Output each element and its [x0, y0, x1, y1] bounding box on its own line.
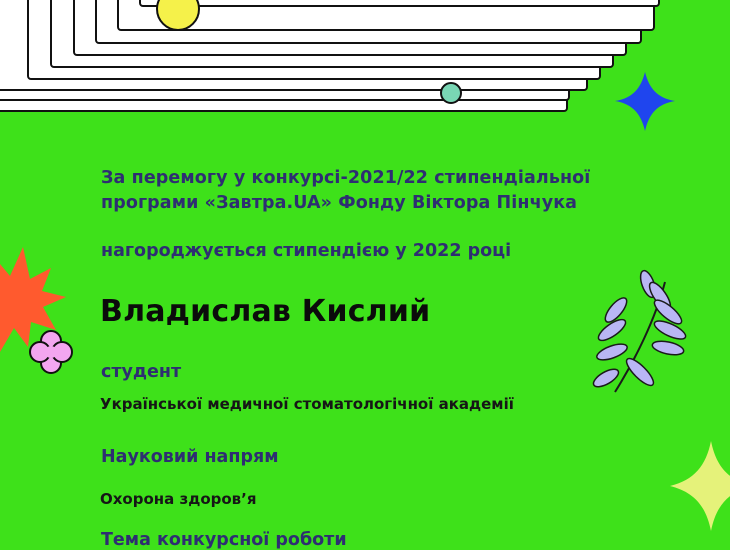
work-topic-label: Тема конкурсної роботи [101, 530, 347, 550]
stacked-pages-graphic [0, 0, 659, 111]
lavender-fern-icon [591, 269, 688, 392]
pink-flower-icon [30, 331, 72, 373]
recipient-name: Владислав Кислий [100, 294, 431, 329]
page-outline-top [140, 0, 659, 6]
yellow-star-icon [670, 441, 730, 531]
intro-line-1: За перемогу у конкурсі-2021/22 стипендіальної [101, 168, 591, 188]
role-label: студент [101, 362, 182, 382]
award-text: нагороджується стипендією у 2022 році [101, 241, 512, 261]
intro-line-2: програми «Завтра.UA» Фонду Віктора Пінчука [101, 193, 578, 213]
intro-text [101, 166, 590, 216]
institution-name: Української медичної стоматологічної академії [100, 395, 514, 413]
blue-star-icon [615, 72, 675, 131]
teal-dot [441, 83, 461, 103]
research-direction-label: Науковий напрям [101, 447, 279, 467]
research-direction-value: Охорона здоров’я [100, 490, 257, 508]
